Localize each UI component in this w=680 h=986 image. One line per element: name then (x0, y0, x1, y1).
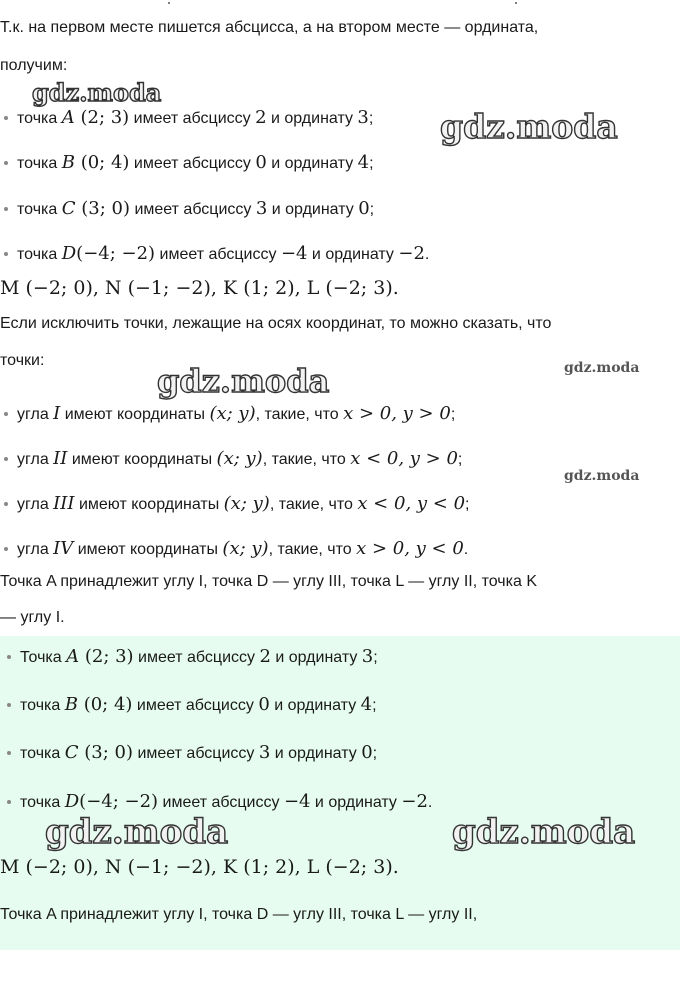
points-line-1: M (−2; 0), N (−1; −2), K (1; 2), L (−2; 3). (0, 277, 399, 299)
conclusion-2: Точка A принадлежит углу I, точка D — углу III, точка L — углу II, (0, 906, 478, 923)
intro-line-2: получим: (0, 57, 68, 74)
watermark: gdz.moda (564, 360, 640, 376)
list-item: Точка A (2; 3) имеет абсциссу 2 и ординату 3; (20, 646, 378, 667)
exclude-line-2: точки: (0, 352, 45, 369)
conclusion-line-1: Точка A принадлежит углу I, точка D — углу III, точка L — углу II, точка K (0, 573, 538, 590)
watermark: gdz.moda (564, 468, 640, 484)
list-item: точка D(−4; −2) имеет абсциссу −4 и ординату −2. (17, 243, 430, 264)
list-item: угла II имеют координаты (x; y), такие, что x < 0, y > 0; (17, 448, 463, 469)
watermark: gdz.moda (32, 78, 162, 107)
top-dot (168, 2, 170, 4)
watermark: gdz.moda (45, 812, 229, 852)
intro-line-1: Т.к. на первом месте пишется абсцисса, а на втором месте — ордината, (0, 19, 539, 36)
list-item: точка A (2; 3) имеет абсциссу 2 и ординату 3; (17, 107, 374, 128)
list-item: точка D(−4; −2) имеет абсциссу −4 и ординату −2. (20, 791, 433, 812)
exclude-line-1: Если исключить точки, лежащие на осях координат, то можно сказать, что (0, 315, 552, 332)
list-item: точка C (3; 0) имеет абсциссу 3 и ординату 0; (20, 742, 378, 763)
list-item: точка B (0; 4) имеет абсциссу 0 и ординату 4; (17, 152, 374, 173)
list-item: угла IV имеют координаты (x; y), такие, что x > 0, y < 0. (17, 538, 469, 559)
list-item: угла I имеют координаты (x; y), такие, что x > 0, y > 0; (17, 403, 456, 424)
watermark: gdz.moda (452, 812, 636, 852)
watermark: gdz.moda (157, 362, 330, 400)
list-item: точка C (3; 0) имеет абсциссу 3 и ординату 0; (17, 198, 375, 219)
watermark: gdz.moda (440, 107, 618, 146)
list-item: угла III имеют координаты (x; y), такие, что x < 0, y < 0; (17, 493, 470, 514)
list-item: точка B (0; 4) имеет абсциссу 0 и ординату 4; (20, 694, 377, 715)
top-dot (515, 2, 517, 4)
points-line-2: M (−2; 0), N (−1; −2), K (1; 2), L (−2; 3). (0, 856, 399, 878)
conclusion-line-2: — углу I. (0, 609, 65, 626)
